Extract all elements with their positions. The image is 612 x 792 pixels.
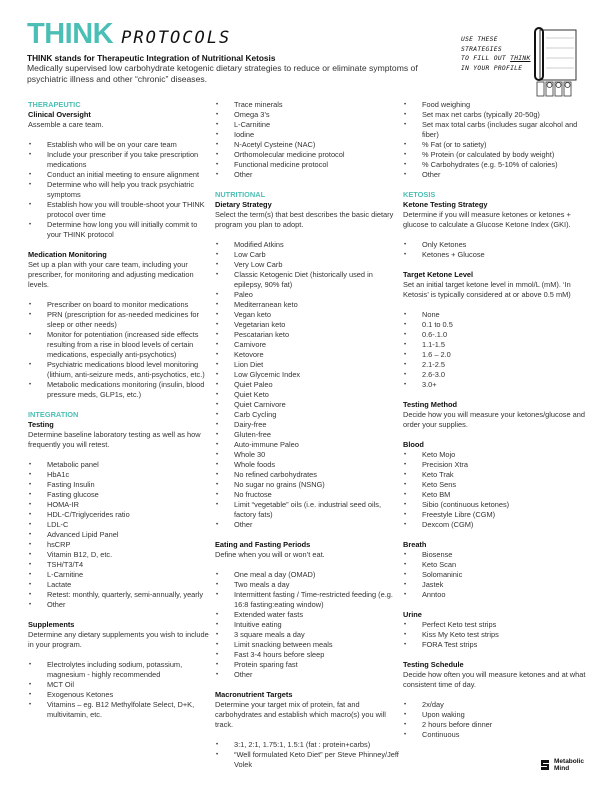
list-item: • Fast 3-4 hours before sleep <box>215 650 400 660</box>
column-3 <box>403 100 593 740</box>
list-item: • 0.6-.1.0 <box>403 330 593 340</box>
list-item: • L-Carnitine <box>215 120 400 130</box>
description: Medically supervised low carbohydrate ketogenic dietary strategies to reduce or eliminate symptoms of psychiatric illness and other “chronic” diseases. <box>27 63 418 84</box>
list-item: • Upon waking <box>403 710 593 720</box>
list-item: • Orthomolecular medicine protocol <box>215 150 400 160</box>
list-item: • Keto Scan <box>403 560 593 570</box>
list-item: • Continuous <box>403 730 593 740</box>
list-item: • Low Carb <box>215 250 400 260</box>
list-item: • None <box>403 310 593 320</box>
metabolic-mind-logo-icon <box>539 758 551 772</box>
list-item: • Precision Xtra <box>403 460 593 470</box>
list-item: • Anntoo <box>403 590 593 600</box>
list-item: • TSH/T3/T4 <box>28 560 210 570</box>
list-item: • PRN (prescription for as-needed medicines for sleep or other needs) <box>28 310 210 330</box>
spacer <box>28 650 210 660</box>
list-item: • Keto Trak <box>403 470 593 480</box>
subtitle: THINK stands for Therapeutic Integration of Nutritional Ketosis <box>27 53 276 63</box>
spacer <box>403 260 593 270</box>
list-item: • Establish how you will trouble-shoot your THINK protocol over time <box>28 200 210 220</box>
list-item: • 1.1-1.5 <box>403 340 593 350</box>
list-item: • Intuitive eating <box>215 620 400 630</box>
list-item: • Vegan keto <box>215 310 400 320</box>
list-item: • 3:1, 2:1, 1.75:1, 1.5:1 (fat : protein+carbs) <box>215 740 400 750</box>
list-item: • Limit snacking between meals <box>215 640 400 650</box>
bullet-list <box>403 550 593 600</box>
list-item: • hsCRP <box>28 540 210 550</box>
section-heading: Eating and Fasting Periods <box>215 540 311 549</box>
bullet-list <box>215 100 400 180</box>
list-item: • Low Glycemic Index <box>215 370 400 380</box>
list-item: • “Well formulated Keto Diet” per Steve Phinney/Jeff Volek <box>215 750 400 770</box>
section-heading: Ketone Testing Strategy <box>403 200 488 209</box>
section-description: Set an initial target ketone level in mmol/L (mM). ‘In Ketosis’ is typically considered at or above 0.5 mM) <box>403 280 571 299</box>
section-heading: Supplements <box>28 620 75 629</box>
list-item: • % Protein (or calculated by body weight) <box>403 150 593 160</box>
section-description: Determine if you will measure ketones or ketones + glucose to calculate a Glucose Ketone Index (GKI). <box>403 210 571 229</box>
bullet-list <box>403 450 593 530</box>
spacer <box>403 230 593 240</box>
list-item: • Modified Atkins <box>215 240 400 250</box>
bullet-list <box>28 460 210 610</box>
section-heading: Testing <box>28 420 54 429</box>
column-1 <box>28 100 210 720</box>
profile-note <box>461 35 531 73</box>
list-item: • 2 hours before dinner <box>403 720 593 730</box>
list-item: • L-Carnitine <box>28 570 210 580</box>
list-item: • Protein sparing fast <box>215 660 400 670</box>
list-item: • Auto-immune Paleo <box>215 440 400 450</box>
list-item: • 3.0+ <box>403 380 593 390</box>
bullet-list <box>403 240 593 260</box>
spacer <box>28 240 210 250</box>
list-item: • Biosense <box>403 550 593 560</box>
category-label: INTEGRATION <box>28 410 79 419</box>
list-item: • Quiet Carnivore <box>215 400 400 410</box>
list-item: • Omega 3’s <box>215 110 400 120</box>
list-item: • Functional medicine protocol <box>215 160 400 170</box>
section-description: Decide how you will measure your ketones/glucose and order your supplies. <box>403 410 585 429</box>
spacer <box>28 130 210 140</box>
title-protocols: PROTOCOLS <box>121 28 232 48</box>
spacer <box>28 400 210 410</box>
bullet-list <box>403 310 593 390</box>
spacer <box>215 680 400 690</box>
list-item: • 2x/day <box>403 700 593 710</box>
section-description: Determine baseline laboratory testing as well as how frequently you will retest. <box>28 430 201 449</box>
list-item: • Whole 30 <box>215 450 400 460</box>
title-think: THINK <box>27 18 114 50</box>
category-label: NUTRITIONAL <box>215 190 266 199</box>
section-description: Determine your target mix of protein, fat and carbohydrates and establish which macro(s) you will track. <box>215 700 386 729</box>
list-item: • Food weighing <box>403 100 593 110</box>
bullet-list <box>403 100 593 180</box>
spacer <box>403 600 593 610</box>
bullet-list <box>28 660 210 720</box>
note-line: THINK <box>510 55 531 62</box>
list-item: • 2.6-3.0 <box>403 370 593 380</box>
list-item: • Extended water fasts <box>215 610 400 620</box>
list-item: • No fructose <box>215 490 400 500</box>
list-item: • Fasting glucose <box>28 490 210 500</box>
note-line: TO FILL OUT <box>461 55 507 62</box>
list-item: • % Carbohydrates (e.g. 5-10% of calories) <box>403 160 593 170</box>
list-item: • Vegetarian keto <box>215 320 400 330</box>
spacer <box>215 530 400 540</box>
logo-text: Metabolic <box>554 758 584 765</box>
list-item: • N-Acetyl Cysteine (NAC) <box>215 140 400 150</box>
section-description: Set up a plan with your care team, including your prescriber, for monitoring and adjusting medication levels. <box>28 260 194 289</box>
list-item: • 3 square meals a day <box>215 630 400 640</box>
list-item: • Keto BM <box>403 490 593 500</box>
list-item: • Other <box>215 670 400 680</box>
list-item: • Mediterranean keto <box>215 300 400 310</box>
list-item: • Dexcom (CGM) <box>403 520 593 530</box>
section-description: Define when you will or won’t eat. <box>215 550 325 559</box>
category-label: KETOSIS <box>403 190 436 199</box>
section-heading: Target Ketone Level <box>403 270 474 279</box>
spacer <box>28 290 210 300</box>
list-item: • Set max net carbs (typically 20-50g) <box>403 110 593 120</box>
list-item: • HbA1c <box>28 470 210 480</box>
list-item: • Conduct an initial meeting to ensure alignment <box>28 170 210 180</box>
list-item: • Perfect Keto test strips <box>403 620 593 630</box>
spacer <box>215 560 400 570</box>
list-item: • Metabolic panel <box>28 460 210 470</box>
section-heading: Macronutrient Targets <box>215 690 293 699</box>
list-item: • Carb Cycling <box>215 410 400 420</box>
list-item: • Ketovore <box>215 350 400 360</box>
metabolic-mind-logo <box>539 758 584 772</box>
list-item: • Whole foods <box>215 460 400 470</box>
list-item: • Classic Ketogenic Diet (historically used in epilepsy, 90% fat) <box>215 270 400 290</box>
list-item: • Determine how long you will initially commit to your THINK protocol <box>28 220 210 240</box>
note-line: STRATEGIES <box>461 45 502 53</box>
profile-phone-illustration <box>534 26 578 98</box>
spacer <box>403 300 593 310</box>
list-item: • LDL-C <box>28 520 210 530</box>
list-item: • Gluten-free <box>215 430 400 440</box>
spacer <box>215 180 400 190</box>
list-item: • Advanced Lipid Panel <box>28 530 210 540</box>
list-item: • 2.1-2.5 <box>403 360 593 370</box>
list-item: • Electrolytes including sodium, potassium, magnesium - highly recommended <box>28 660 210 680</box>
list-item: • Lion Diet <box>215 360 400 370</box>
bullet-list <box>28 140 210 240</box>
spacer <box>215 230 400 240</box>
spacer <box>403 650 593 660</box>
list-item: • Ketones + Glucose <box>403 250 593 260</box>
list-item: • 1.6 – 2.0 <box>403 350 593 360</box>
list-item: • Keto Sens <box>403 480 593 490</box>
list-item: • Quiet Paleo <box>215 380 400 390</box>
section-heading: Urine <box>403 610 422 619</box>
list-item: • Very Low Carb <box>215 260 400 270</box>
list-item: • Intermittent fasting / Time-restricted feeding (e.g. 16:8 fasting:eating window) <box>215 590 400 610</box>
list-item: • MCT Oil <box>28 680 210 690</box>
list-item: • Other <box>28 600 210 610</box>
list-item: • Retest: monthly, quarterly, semi-annually, yearly <box>28 590 210 600</box>
spacer <box>403 690 593 700</box>
category-label: THERAPEUTIC <box>28 100 81 109</box>
list-item: • Limit “vegetable” oils (i.e. industrial seed oils, factory fats) <box>215 500 400 520</box>
list-item: • Metabolic medications monitoring (insulin, blood pressure meds, GLP1s, etc.) <box>28 380 210 400</box>
list-item: • Keto Mojo <box>403 450 593 460</box>
section-heading: Medication Monitoring <box>28 250 107 259</box>
spacer <box>403 180 593 190</box>
section-description: Decide how often you will measure ketones and at what consistent time of day. <box>403 670 586 689</box>
list-item: • One meal a day (OMAD) <box>215 570 400 580</box>
list-item: • Other <box>215 170 400 180</box>
list-item: • Iodine <box>215 130 400 140</box>
list-item: • Freestyle Libre (CGM) <box>403 510 593 520</box>
list-item: • Establish who will be on your care team <box>28 140 210 150</box>
list-item: • Trace minerals <box>215 100 400 110</box>
list-item: • Only Ketones <box>403 240 593 250</box>
note-line: USE THESE <box>461 36 498 43</box>
bullet-list <box>215 740 400 770</box>
list-item: • Vitamins – eg. B12 Methylfolate Select, D+K, multivitamin, etc. <box>28 700 210 720</box>
section-description: Select the term(s) that best describes the basic dietary program you plan to adopt. <box>215 210 394 229</box>
section-heading: Breath <box>403 540 427 549</box>
list-item: • No sugar no grains (NSNG) <box>215 480 400 490</box>
bullet-list <box>403 620 593 650</box>
page-title <box>27 18 231 51</box>
logo-text: Mind <box>554 765 570 772</box>
section-heading: Blood <box>403 440 424 449</box>
list-item: • Quiet Keto <box>215 390 400 400</box>
section-heading: Clinical Oversight <box>28 110 91 119</box>
section-heading: Testing Method <box>403 400 458 409</box>
list-item: • FORA Test strips <box>403 640 593 650</box>
section-heading: Dietary Strategy <box>215 200 272 209</box>
section-description: Assemble a care team. <box>28 120 104 129</box>
list-item: • Include your prescriber if you take prescription medications <box>28 150 210 170</box>
list-item: • % Fat (or to satiety) <box>403 140 593 150</box>
list-item: • Vitamin B12, D, etc. <box>28 550 210 560</box>
list-item: • Fasting Insulin <box>28 480 210 490</box>
list-item: • Determine who will help you track psychiatric symptoms <box>28 180 210 200</box>
spacer <box>403 430 593 440</box>
list-item: • Dairy-free <box>215 420 400 430</box>
list-item: • Paleo <box>215 290 400 300</box>
bullet-list <box>215 570 400 680</box>
bullet-list <box>28 300 210 400</box>
list-item: • Sibio (continuous ketones) <box>403 500 593 510</box>
note-line: IN YOUR PROFILE <box>461 64 523 72</box>
list-item: • No refined carbohydrates <box>215 470 400 480</box>
list-item: • Jastek <box>403 580 593 590</box>
list-item: • Monitor for potentiation (increased side effects resulting from a rise in blood levels of certain medications, especially anti-psychotics) <box>28 330 210 360</box>
section-description: Determine any dietary supplements you wish to include in your program. <box>28 630 209 649</box>
section-heading: Testing Schedule <box>403 660 464 669</box>
list-item: • HDL-C/Triglycerides ratio <box>28 510 210 520</box>
list-item: • Exogenous Ketones <box>28 690 210 700</box>
list-item: • Other <box>215 520 400 530</box>
list-item: • 0.1 to 0.5 <box>403 320 593 330</box>
column-2 <box>215 100 400 770</box>
spacer <box>403 390 593 400</box>
list-item: • Solomaninic <box>403 570 593 580</box>
list-item: • Pescatarian keto <box>215 330 400 340</box>
list-item: • Psychiatric medications blood level monitoring (lithium, anti-seizure meds, anti-psychotics, etc.) <box>28 360 210 380</box>
list-item: • Carnivore <box>215 340 400 350</box>
list-item: • Two meals a day <box>215 580 400 590</box>
spacer <box>215 730 400 740</box>
bullet-list <box>403 700 593 740</box>
bullet-list <box>215 240 400 530</box>
list-item: • Kiss My Keto test strips <box>403 630 593 640</box>
list-item: • Prescriber on board to monitor medications <box>28 300 210 310</box>
spacer <box>28 450 210 460</box>
list-item: • Other <box>403 170 593 180</box>
list-item: • Lactate <box>28 580 210 590</box>
list-item: • Set max total carbs (includes sugar alcohol and fiber) <box>403 120 593 140</box>
spacer <box>28 610 210 620</box>
spacer <box>403 530 593 540</box>
list-item: • HOMA-IR <box>28 500 210 510</box>
